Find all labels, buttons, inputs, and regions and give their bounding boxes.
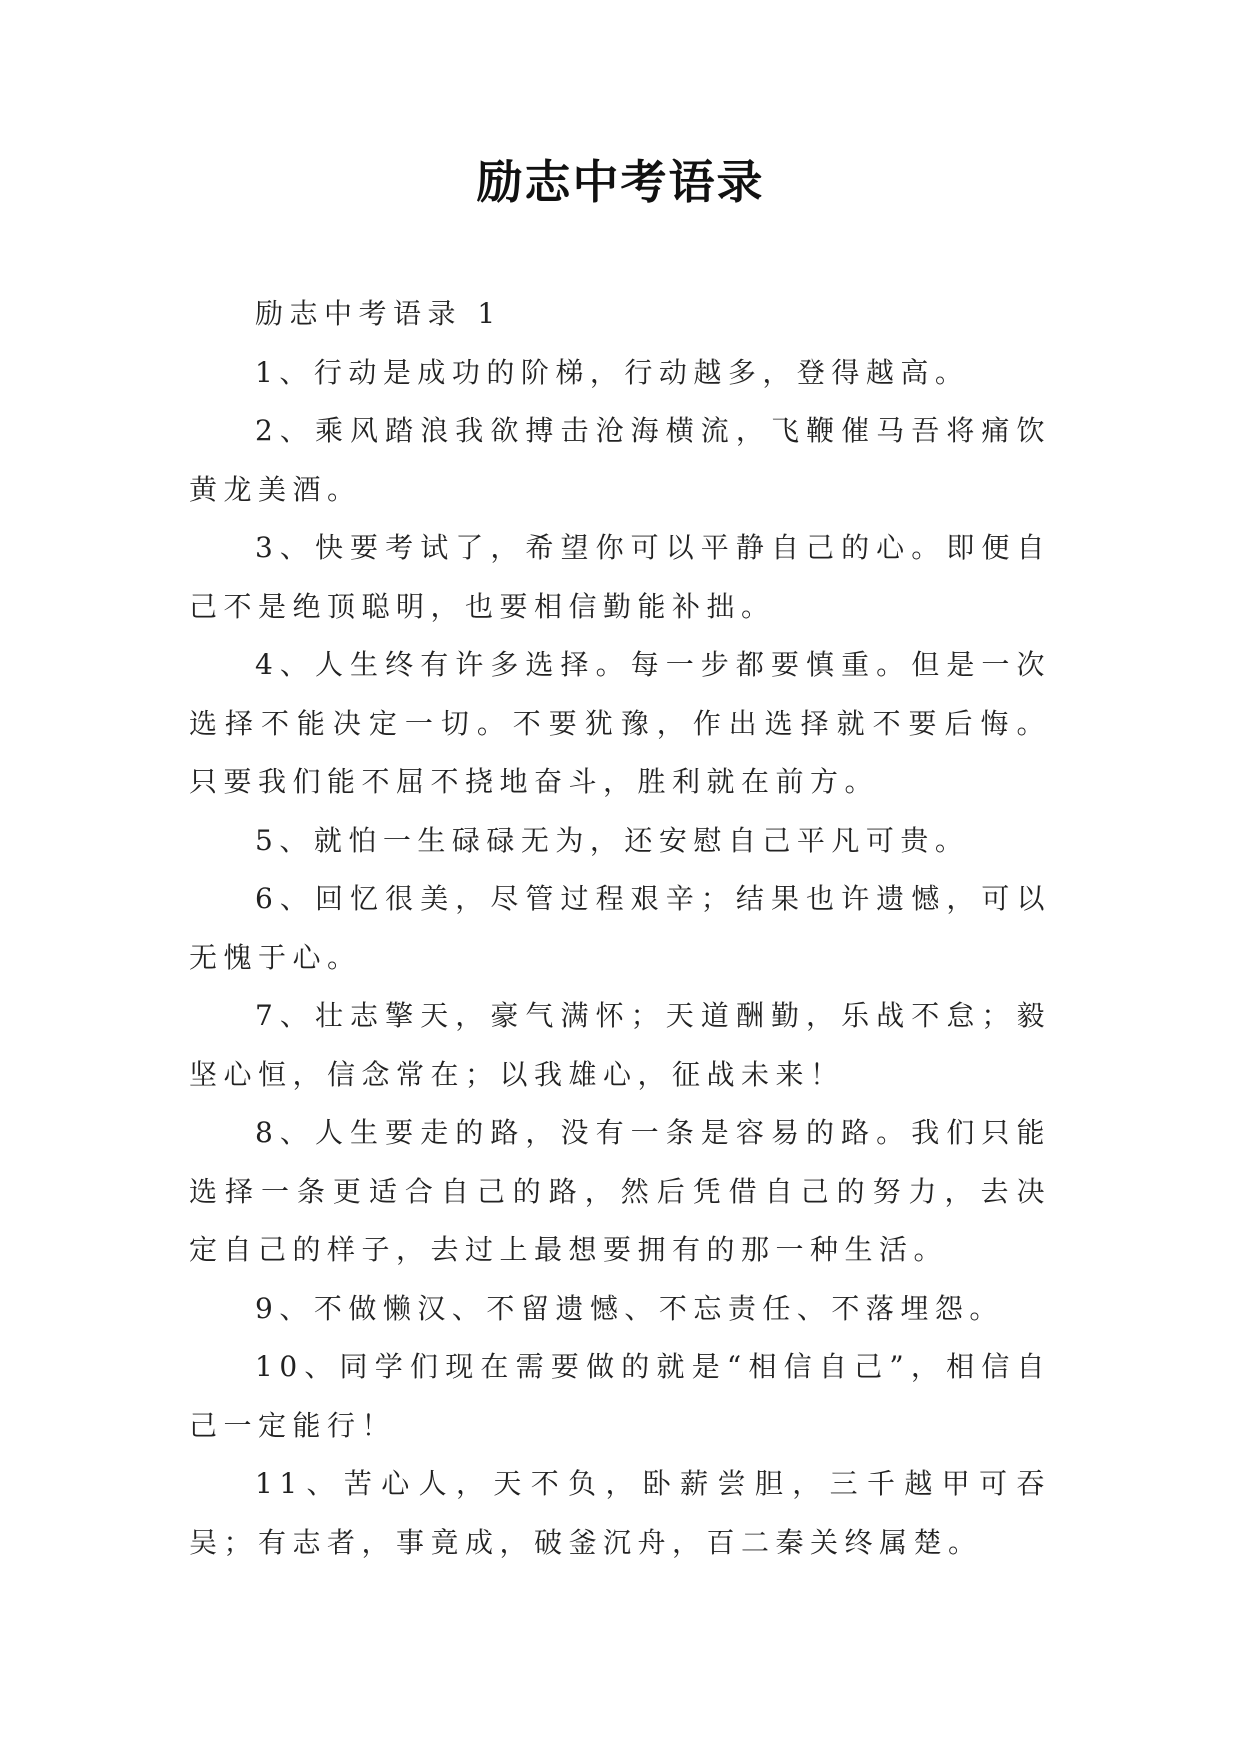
paragraph-10: 10、同学们现在需要做的就是“相信自己”，相信自己一定能行！: [189, 1350, 1051, 1442]
paragraph-1: 1、行动是成功的阶梯，行动越多，登得越高。: [255, 355, 970, 389]
paragraph-2: 2、乘风踏浪我欲搏击沧海横流，飞鞭催马吾将痛饮黄龙美酒。: [189, 414, 1051, 506]
paragraph-6: 6、回忆很美，尽管过程艰辛；结果也许遗憾，可以无愧于心。: [189, 882, 1051, 974]
paragraph-4: 4、人生终有许多选择。每一步都要慎重。但是一次选择不能决定一切。不要犹豫，作出选择就不要后悔。只要我们能不屈不挠地奋斗，胜利就在前方。: [189, 648, 1051, 798]
paragraph-8: 8、人生要走的路，没有一条是容易的路。我们只能选择一条更适合自己的路，然后凭借自己的努力，去决定自己的样子，去过上最想要拥有的那一种生活。: [189, 1116, 1051, 1266]
paragraph-5: 5、就怕一生碌碌无为，还安慰自己平凡可贵。: [255, 823, 970, 857]
document-title: 励志中考语录: [476, 155, 765, 209]
paragraph-3: 3、快要考试了，希望你可以平静自己的心。即便自己不是绝顶聪明，也要相信勤能补拙。: [189, 531, 1051, 623]
paragraph-9: 9、不做懒汉、不留遗憾、不忘责任、不落埋怨。: [255, 1291, 1004, 1325]
section-heading: 励志中考语录 1: [255, 297, 502, 330]
paragraph-11: 11、苦心人，天不负，卧薪尝胆，三千越甲可吞吴；有志者，事竟成，破釜沉舟，百二秦关终属楚。: [189, 1467, 1051, 1559]
document-body: [189, 285, 1051, 1572]
paragraph-7: 7、壮志擎天，豪气满怀；天道酬勤，乐战不怠；毅坚心恒，信念常在；以我雄心，征战未来！: [189, 999, 1051, 1091]
